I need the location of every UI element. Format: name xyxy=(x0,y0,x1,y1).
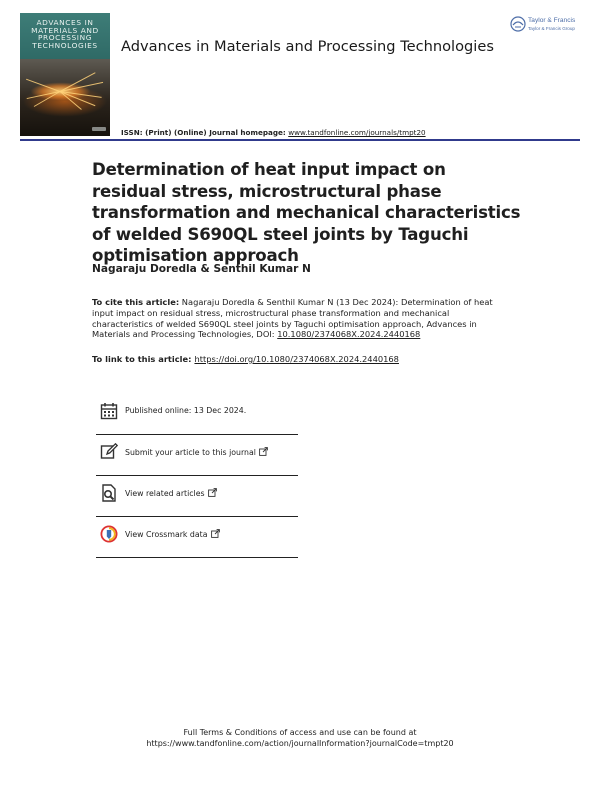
submit-article-link[interactable]: Submit your article to this journal xyxy=(125,448,256,457)
publisher-group: Taylor & Francis Group xyxy=(528,26,575,31)
publisher-name: Taylor & Francis xyxy=(528,17,576,24)
journal-homepage-link[interactable]: www.tandfonline.com/journals/tmpt20 xyxy=(288,128,426,137)
article-authors: Nagaraju Doredla & Senthil Kumar N xyxy=(92,263,311,275)
journal-cover xyxy=(20,13,110,136)
crossmark-icon xyxy=(100,525,118,543)
published-online-row xyxy=(96,394,298,435)
external-link-icon xyxy=(259,447,268,456)
crossmark-link[interactable]: View Crossmark data xyxy=(125,530,208,539)
cover-publisher-logo xyxy=(92,126,106,132)
citation-text: Nagaraju Doredla & Senthil Kumar N (13 Dec 2024): Determination of heat input impact on residual stress, microstructural phase transformation and mechanical characteristics of welded S690QL steel joints by Taguchi optimisation approach, Advances in Materials and Processing Technologies, DOI: xyxy=(92,297,493,340)
issn-line xyxy=(121,128,426,137)
citation-block xyxy=(92,297,512,340)
cover-spark-image xyxy=(20,59,110,136)
journal-title: Advances in Materials and Processing Technologies xyxy=(121,38,494,55)
published-online-text: Published online: 13 Dec 2024. xyxy=(125,406,247,415)
submit-article-row[interactable] xyxy=(96,435,298,476)
article-link-row xyxy=(92,354,522,364)
citation-doi-link[interactable]: 10.1080/2374068X.2024.2440168 xyxy=(277,329,421,340)
article-doi-link[interactable]: https://doi.org/10.1080/2374068X.2024.2440168 xyxy=(194,354,399,364)
cover-title: ADVANCES IN MATERIALS AND PROCESSING TECHNOLOGIES xyxy=(31,18,99,50)
article-actions xyxy=(96,394,298,558)
article-title: Determination of heat input impact on residual stress, microstructural phase transformation and mechanical characteristics of welded S690QL steel joints by Taguchi optimisation approach xyxy=(92,160,521,266)
related-articles-row[interactable] xyxy=(96,476,298,517)
external-link-icon xyxy=(208,488,217,497)
crossmark-wrap xyxy=(125,529,220,539)
publisher-logo-icon xyxy=(510,16,526,32)
citation-label: To cite this article: xyxy=(92,297,180,307)
publisher-logo[interactable] xyxy=(510,14,584,36)
link-label: To link to this article: xyxy=(92,354,192,364)
related-articles-link[interactable]: View related articles xyxy=(125,489,205,498)
related-articles-wrap xyxy=(125,488,217,498)
submit-article-wrap xyxy=(125,447,268,457)
issn-label: ISSN: (Print) (Online) Journal homepage: xyxy=(121,128,289,137)
crossmark-row[interactable] xyxy=(96,517,298,558)
calendar-icon xyxy=(100,402,118,420)
terms-text: Full Terms & Conditions of access and use can be found at xyxy=(183,728,417,737)
view-articles-icon xyxy=(100,484,118,502)
edit-icon xyxy=(100,443,118,461)
external-link-icon xyxy=(211,529,220,538)
terms-link[interactable]: https://www.tandfonline.com/action/journalInformation?journalCode=tmpt20 xyxy=(146,739,454,748)
terms-footer xyxy=(0,727,600,749)
header-divider xyxy=(20,139,580,141)
